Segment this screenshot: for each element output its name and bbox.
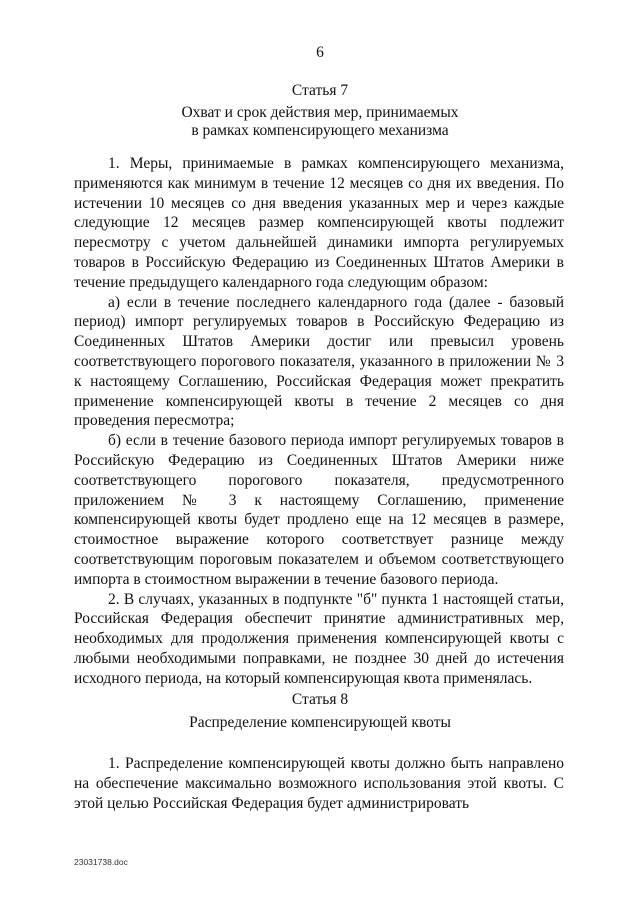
article-7-title-line-2: в рамках компенсирующего механизма [191, 122, 449, 139]
document-filename: 23031738.doc [74, 857, 128, 867]
article-8-heading: Статья 8 [291, 691, 349, 708]
article-8-paragraph: 1. Распределение компенсирующей квоты должно быть направлено на обеспечение максимально возможного использования этой квоты. С этой целью Российская Федерация будет администрировать [74, 755, 564, 812]
article-8-body [74, 754, 564, 813]
article-7-paragraph: 2. В случаях, указанных в подпункте "б" пункта 1 настоящей статьи, Российская Федерация обеспечит принятие административных мер, необходимых для продолжения применения компенсирующей квоты с любыми необходимыми поправками, не позднее 30 дней до истечения исходного периода, на который компенсирующая квота применялась. [74, 590, 564, 687]
article-7-paragraph: 1. Меры, принимаемые в рамках компенсирующего механизма, применяются как минимум в течение 12 месяцев со дня их введения. По истечении 10 месяцев со дня введения указанных мер и через каждые следующие 12 месяцев размер компенсирующей квоты подлежит пересмотру с учетом дальнейшей динамики импорта регулируемых товаров в Российскую Федерацию из Соединенных Штатов Америки в течение предыдущего календарного года следующим образом: [74, 155, 564, 291]
article-7-body [74, 154, 564, 689]
article-7-paragraph: а) если в течение последнего календарного года (далее - базовый период) импорт регулируемых товаров в Российскую Федерацию из Соединенных Штатов Америки достиг или превысил уровень соответствующего порогового показателя, указанного в приложении № 3 к настоящему Соглашению, Российская Федерация может прекратить применение компенсирующей квоты в течение 2 месяцев со дня проведения пересмотра; [74, 293, 564, 430]
article-8-title: Распределение компенсирующей квоты [189, 714, 451, 731]
article-7-heading: Статья 7 [291, 82, 349, 99]
article-7-paragraph: б) если в течение базового периода импорт регулируемых товаров в Российскую Федерацию из Соединенных Штатов Америки ниже соответствующего порогового показателя, предусмотренного приложением № 3 к настоящему Соглашению, применение компенсирующей квоты будет продлено еще на 12 месяцев в размере, стоимостное выражение которого соответствует разнице между соответствующим пороговым показателем и объемом соответствующего импорта в стоимостном выражении в течение базового периода. [74, 432, 564, 588]
page-number: 6 [316, 44, 324, 61]
article-7-title-line-1: Охват и срок действия мер, принимаемых [181, 104, 459, 121]
